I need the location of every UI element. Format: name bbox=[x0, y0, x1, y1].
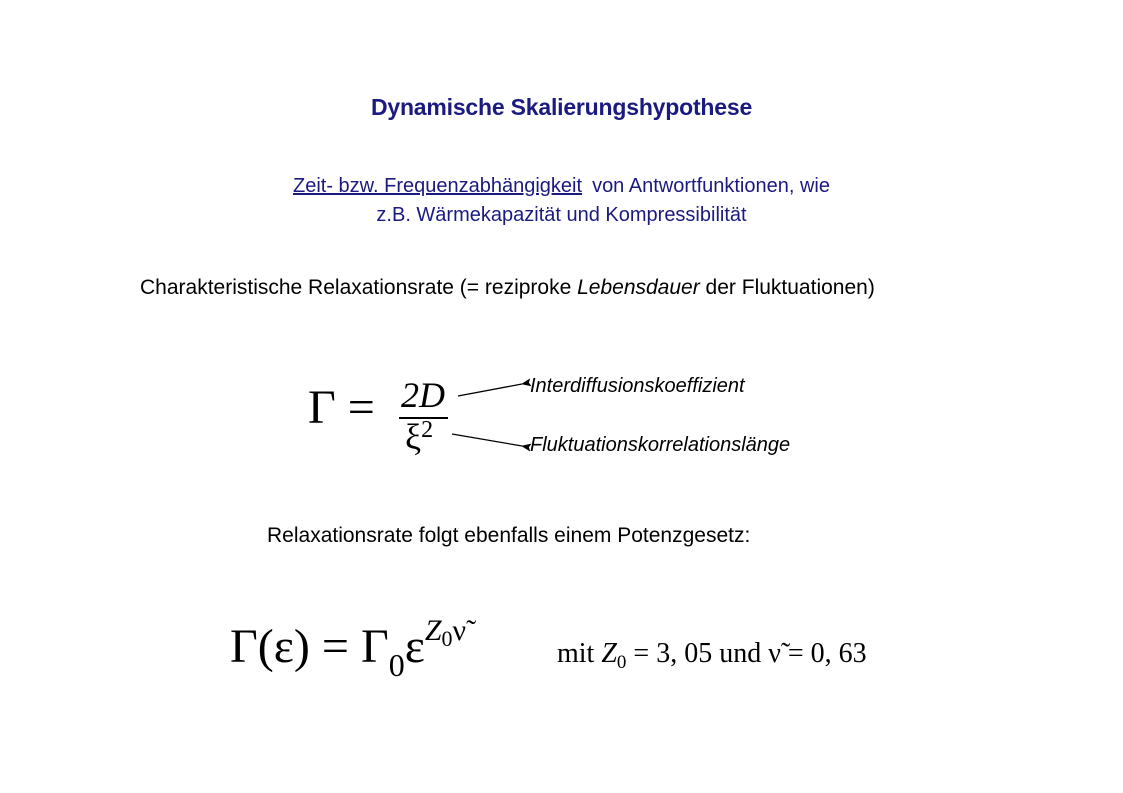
z-subscript: 0 bbox=[616, 652, 627, 673]
relaxation-text-italic: Lebensdauer bbox=[577, 276, 700, 299]
page-title: Dynamische Skalierungshypothese bbox=[370, 94, 753, 120]
mit-text: mit bbox=[557, 638, 602, 669]
exponent-subscript: 0 bbox=[441, 626, 453, 651]
formula2-exponent bbox=[424, 614, 467, 651]
numerator-label: Interdiffusionskoeffizient bbox=[530, 375, 745, 397]
exponent-nu: ν̃ bbox=[452, 614, 467, 647]
formula2-base: ε bbox=[404, 620, 425, 673]
denominator-exponent: 2 bbox=[421, 417, 434, 443]
denominator-label: Fluktuationskorrelationslänge bbox=[530, 434, 791, 456]
power-law-text: Relaxationsrate folgt ebenfalls einem Potenzgesetz: bbox=[267, 524, 751, 547]
subtitle-line-2: z.B. Wärmekapazität und Kompressibilität bbox=[376, 204, 747, 226]
arrow-to-denominator bbox=[452, 434, 522, 446]
arrow-to-numerator bbox=[458, 384, 522, 396]
z-value: = 3, 05 und bbox=[626, 638, 769, 669]
formula2-lhs-subscript: 0 bbox=[388, 647, 405, 683]
formula1-lhs: Γ = bbox=[308, 381, 375, 434]
z-symbol: Z bbox=[601, 638, 617, 669]
formula2 bbox=[230, 616, 466, 681]
numerator-text: 2D bbox=[401, 375, 445, 415]
nu-symbol: ν̃ bbox=[768, 638, 781, 669]
denominator-symbol: ξ bbox=[405, 417, 422, 457]
exponent-symbol: Z bbox=[424, 614, 442, 647]
frequency-dependence-link[interactable]: Zeit- bzw. Frequenzabhängigkeit bbox=[293, 175, 583, 197]
relaxation-text-after: der Fluktuationen) bbox=[699, 276, 875, 299]
formula2-parameters bbox=[557, 640, 867, 672]
relaxation-text-before: Charakteristische Relaxationsrate (= reziproke bbox=[140, 276, 578, 299]
formula2-lhs: Γ(ε) = Γ bbox=[230, 620, 389, 673]
nu-value: = 0, 63 bbox=[780, 638, 867, 669]
subtitle-line-1-rest: von Antwortfunktionen, wie bbox=[592, 175, 830, 197]
